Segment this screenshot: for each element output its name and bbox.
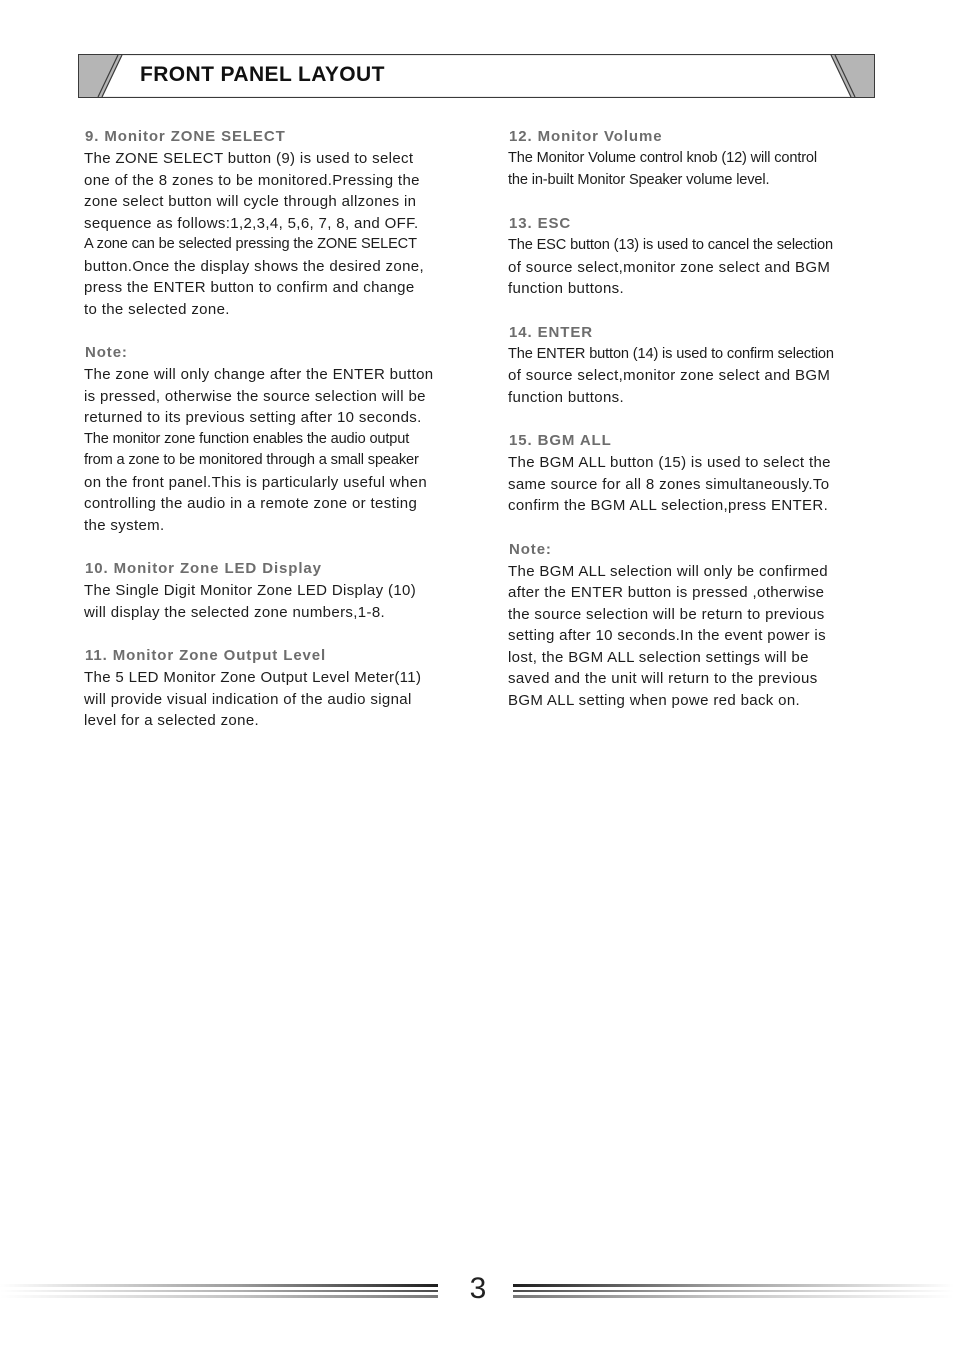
left-column	[84, 126, 474, 754]
section-enter	[508, 322, 878, 409]
text-line: BGM ALL setting when powe red back on.	[508, 691, 801, 709]
section-body	[508, 452, 878, 517]
text-line: The Monitor Volume control knob (12) will control	[508, 150, 817, 166]
page-number: 3	[469, 1272, 487, 1305]
text-line: lost, the BGM ALL selection settings will be	[508, 648, 809, 666]
text-line: The ESC button (13) is used to cancel the selection	[508, 237, 833, 253]
section-body	[508, 344, 878, 409]
text-line: The zone will only change after the ENTER button	[84, 366, 434, 383]
text-line: The BGM ALL selection will only be confirmed	[508, 562, 828, 580]
text-line: of source select,monitor zone select and BGM	[508, 367, 831, 384]
text-line: level for a selected zone.	[84, 712, 260, 729]
text-line: confirm the BGM ALL selection,press ENTER.	[508, 497, 829, 514]
note-heading: Note:	[509, 540, 552, 558]
section-led-display	[84, 558, 474, 623]
section-output-level	[84, 645, 474, 732]
text-line: saved and the unit will return to the previous	[508, 670, 818, 687]
text-line: of source select,monitor zone select and BGM	[508, 258, 831, 276]
section-body	[84, 148, 474, 320]
section-heading: 9. Monitor ZONE SELECT	[85, 128, 286, 145]
text-line: is pressed, otherwise the source selection will be	[84, 387, 426, 405]
section-body	[508, 148, 878, 191]
section-monitor-volume	[508, 126, 878, 191]
section-note-zone	[84, 342, 474, 536]
text-line: function buttons.	[508, 388, 625, 406]
text-line: the in-built Monitor Speaker volume level.	[508, 171, 770, 188]
note-heading: Note:	[85, 344, 128, 361]
section-bgm-all	[508, 430, 878, 517]
section-heading: 11. Monitor Zone Output Level	[85, 647, 327, 664]
text-line: will display the selected zone numbers,1-8.	[84, 603, 386, 621]
text-line: setting after 10 seconds.In the event power is	[508, 627, 826, 644]
note-body	[84, 364, 474, 536]
section-heading: 10. Monitor Zone LED Display	[85, 560, 322, 577]
text-line: The Single Digit Monitor Zone LED Display (10)	[84, 582, 417, 599]
text-line: from a zone to be monitored through a small speaker	[84, 452, 419, 468]
text-line: on the front panel.This is particularly useful when	[84, 473, 428, 491]
text-line: The monitor zone function enables the audio output	[84, 430, 410, 447]
text-line: after the ENTER button is pressed ,otherwise	[508, 584, 825, 601]
text-line: same source for all 8 zones simultaneously.To	[508, 475, 830, 493]
section-esc	[508, 213, 878, 300]
note-body	[508, 561, 878, 712]
text-line: The ENTER button (14) is used to confirm selection	[508, 345, 834, 362]
text-line: A zone can be selected pressing the ZONE SELECT	[84, 236, 417, 252]
section-note-bgm	[508, 539, 878, 712]
text-line: button.Once the display shows the desired zone,	[84, 257, 424, 275]
page-footer	[0, 1268, 954, 1314]
text-line: to the selected zone.	[84, 300, 230, 318]
section-heading: 12. Monitor Volume	[509, 128, 663, 145]
section-monitor-zone-select	[84, 126, 474, 320]
text-line: the source selection will be return to previous	[508, 605, 825, 623]
section-heading: 15. BGM ALL	[509, 432, 612, 449]
text-line: press the ENTER button to confirm and change	[84, 279, 415, 296]
section-body	[84, 667, 474, 732]
text-line: one of the 8 zones to be monitored.Pressing the	[84, 171, 420, 189]
section-heading: 14. ENTER	[509, 323, 593, 341]
section-body	[508, 235, 878, 300]
text-line: The BGM ALL button (15) is used to select the	[508, 454, 831, 471]
text-line: controlling the audio in a remote zone or testing	[84, 495, 418, 512]
right-column	[508, 126, 878, 733]
text-line: The ZONE SELECT button (9) is used to select	[84, 150, 414, 167]
text-line: returned to its previous setting after 10 seconds.	[84, 409, 422, 426]
footer-rule-right-top	[513, 1284, 954, 1287]
page-title: FRONT PANEL LAYOUT	[140, 63, 385, 86]
text-line: function buttons.	[508, 280, 625, 297]
footer-rule-left-top	[0, 1284, 438, 1287]
text-line: The 5 LED Monitor Zone Output Level Meter(11)	[84, 669, 422, 686]
text-line: the system.	[84, 516, 165, 534]
text-line: sequence as follows:1,2,3,4, 5,6, 7, 8, and OFF.	[84, 214, 419, 232]
text-line: zone select button will cycle through allzones in	[84, 193, 417, 210]
text-line: will provide visual indication of the audio signal	[84, 690, 412, 708]
section-body	[84, 580, 474, 623]
section-heading: 13. ESC	[509, 215, 572, 232]
section-banner	[78, 54, 875, 98]
